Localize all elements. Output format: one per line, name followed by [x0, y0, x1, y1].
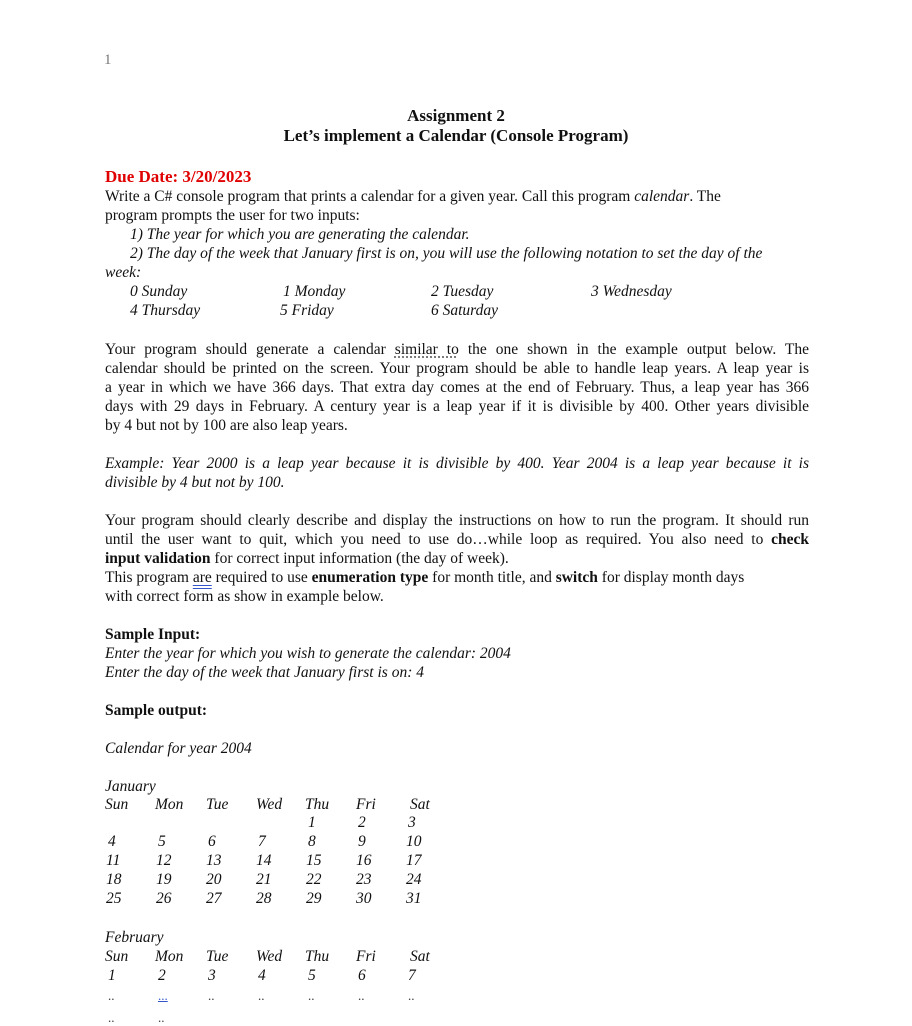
day-header: Wed [256, 796, 283, 813]
calendar-day: 7 [258, 833, 266, 850]
instructions-para-line [105, 531, 809, 549]
para-text: the one shown in the example output below. The [458, 341, 810, 358]
calendar-continuation: .. [408, 988, 415, 1003]
input-item-2: 2) The day of the week that January first is on, you will use the following notation to set the day of the [130, 245, 763, 262]
page-number: 1 [104, 52, 112, 68]
day-header: Tue [206, 796, 229, 813]
calendar-day: 29 [306, 890, 322, 907]
program-name: calendar [634, 188, 690, 205]
sample-output-heading: Sample output: [105, 702, 208, 719]
calendar-day: 17 [406, 852, 422, 869]
para-text: for display month days [597, 569, 745, 586]
intro-line-2: program prompts the user for two inputs: [105, 207, 360, 224]
calendar-day: 15 [306, 852, 322, 869]
para-text: Your program should generate a calendar [105, 341, 395, 358]
day-header: Mon [155, 796, 184, 813]
calendar-day: 19 [156, 871, 172, 888]
leap-year-para-line: days with 29 days in February. A century year is a leap year if it is divisible by 400. Other years divisible [105, 398, 809, 415]
para-text-bold: enumeration type [311, 569, 429, 586]
calendar-continuation: .. [208, 988, 215, 1003]
weekday-code: 3 Wednesday [591, 283, 672, 300]
calendar-day: 31 [406, 890, 422, 907]
calendar-day: 28 [256, 890, 272, 907]
calendar-day: 14 [256, 852, 272, 869]
example-line: Example: Year 2000 is a leap year because it is divisible by 400. Year 2004 is a leap year because it is [105, 455, 809, 472]
calendar-day: 6 [208, 833, 216, 850]
calendar-continuation: .. [358, 988, 365, 1003]
calendar-continuation: .. [108, 1010, 115, 1025]
para-text: This program [105, 569, 193, 586]
calendar-day: 2 [358, 814, 366, 831]
weekday-code: 5 Friday [280, 302, 334, 319]
day-header: Sat [410, 948, 430, 965]
calendar-day: 25 [106, 890, 122, 907]
calendar-day: 3 [208, 967, 216, 984]
day-header: Thu [305, 796, 330, 813]
para-text-flagged: are [192, 569, 212, 586]
weekday-code: 6 Saturday [431, 302, 499, 319]
example-line: divisible by 4 but not by 100. [105, 474, 285, 491]
leap-year-para-line: by 4 but not by 100 are also leap years. [105, 417, 348, 434]
calendar-day: 7 [408, 967, 416, 984]
document-subtitle: Let’s implement a Calendar (Console Program) [283, 126, 629, 145]
weekday-code: 0 Sunday [130, 283, 188, 300]
weekday-code: 2 Tuesday [431, 283, 494, 300]
para-text: until the user want to quit, which you need to use do…while loop as required. You also need to [105, 531, 772, 548]
calendar-continuation: .. [308, 988, 315, 1003]
intro-text: . The [689, 188, 721, 205]
day-header: Sun [105, 948, 129, 965]
instructions-para-line: Your program should clearly describe and display the instructions on how to run the program. It should run [105, 512, 809, 529]
leap-year-para-line [105, 341, 809, 359]
sample-input-heading: Sample Input: [105, 626, 201, 643]
para-text-bold: check [771, 531, 809, 548]
para-text: required to use [211, 569, 312, 586]
calendar-day: 21 [256, 871, 272, 888]
calendar-day: 26 [156, 890, 172, 907]
para-text-flagged: similar to [394, 341, 459, 358]
calendar-continuation: .. [258, 988, 265, 1003]
input-item-1: 1) The year for which you are generating the calendar. [130, 226, 470, 243]
calendar-day: 5 [158, 833, 166, 850]
calendar-day: 3 [408, 814, 416, 831]
day-header: Fri [356, 796, 376, 813]
calendar-day: 1 [108, 967, 116, 984]
document-title: Assignment 2 [407, 106, 505, 125]
day-header: Tue [206, 948, 229, 965]
input-item-2-cont: week: [105, 264, 142, 281]
calendar-day: 9 [358, 833, 366, 850]
calendar-day: 23 [356, 871, 372, 888]
month-title: February [105, 929, 164, 946]
calendar-day: 8 [308, 833, 316, 850]
day-header: Sun [105, 796, 129, 813]
calendar-caption: Calendar for year 2004 [105, 740, 252, 757]
day-header: Thu [305, 948, 330, 965]
calendar-day: 5 [308, 967, 316, 984]
calendar-day: 24 [406, 871, 422, 888]
calendar-day: 27 [206, 890, 222, 907]
calendar-day: 22 [306, 871, 322, 888]
day-header: Wed [256, 948, 283, 965]
intro-text: Write a C# console program that prints a calendar for a given year. Call this program [105, 188, 635, 205]
para-text: for correct input information (the day of week). [210, 550, 509, 567]
calendar-day: 2 [158, 967, 166, 984]
intro-line-1 [105, 188, 721, 206]
calendar-day: 1 [308, 814, 316, 831]
leap-year-para-line: a year in which we have 366 days. That extra day comes at the end of February. Thus, a leap year has 366 [105, 379, 809, 396]
calendar-continuation: ... [158, 988, 168, 1003]
calendar-day: 12 [156, 852, 172, 869]
instructions-para-line [105, 550, 509, 568]
due-date: Due Date: 3/20/2023 [105, 167, 252, 186]
month-title: January [105, 778, 156, 795]
day-header: Sat [410, 796, 430, 813]
calendar-day: 10 [406, 833, 422, 850]
calendar-day: 18 [106, 871, 122, 888]
calendar-day: 6 [358, 967, 366, 984]
calendar-day: 4 [108, 833, 116, 850]
leap-year-para-line: calendar should be printed on the screen. Your program should be able to handle leap years. A leap year is [105, 360, 809, 377]
instructions-para-line [105, 569, 744, 587]
calendar-day: 30 [356, 890, 372, 907]
calendar-continuation: .. [158, 1010, 165, 1025]
calendar-day: 16 [356, 852, 372, 869]
calendar-day: 20 [206, 871, 222, 888]
instructions-para-line: with correct form as show in example below. [105, 588, 384, 605]
calendar-day: 13 [206, 852, 222, 869]
para-text-bold: switch [555, 569, 598, 586]
sample-input-line: Enter the day of the week that January first is on: 4 [105, 664, 424, 681]
day-header: Fri [356, 948, 376, 965]
day-header: Mon [155, 948, 184, 965]
weekday-code: 4 Thursday [130, 302, 201, 319]
para-text: for month title, and [428, 569, 556, 586]
sample-input-line: Enter the year for which you wish to generate the calendar: 2004 [105, 645, 511, 662]
calendar-day: 11 [106, 852, 121, 869]
calendar-day: 4 [258, 967, 266, 984]
calendar-continuation: .. [108, 988, 115, 1003]
weekday-code: 1 Monday [283, 283, 346, 300]
para-text-bold: input validation [105, 550, 211, 567]
